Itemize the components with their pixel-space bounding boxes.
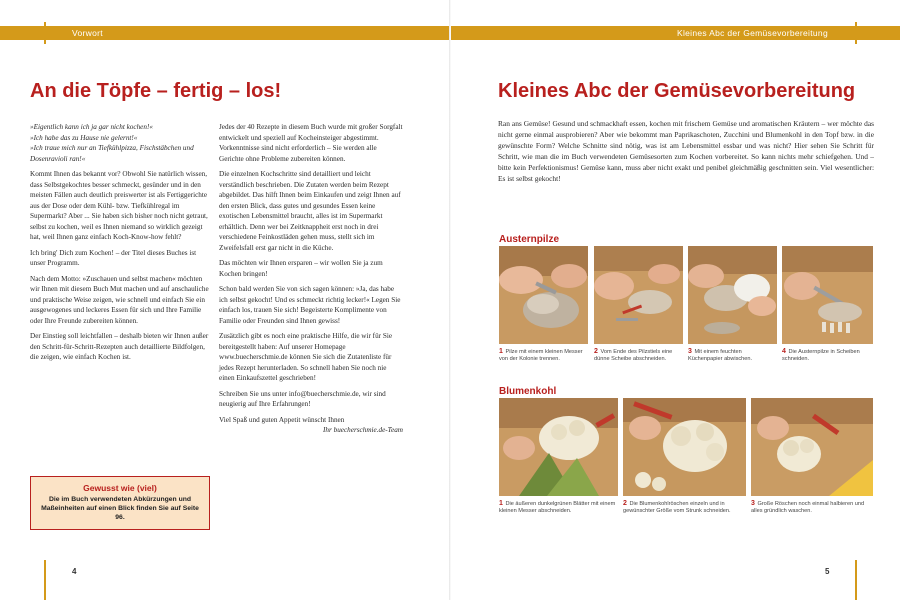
header-bar-left [0, 26, 450, 40]
paragraph: Schon bald werden Sie von sich sagen können: »Ja, das habe ich selbst gekocht! Und es schmeckt richtig lecker!« Legen Sie einfach los, trauen Sie sich! Begeisterte Komplimente von Familie oder Freunden sind Ihnen gewiss! [219, 285, 401, 325]
step-caption [782, 348, 872, 364]
paragraph: Das möchten wir Ihnen ersparen – wir wollen Sie ja zum Kochen bringen! [219, 259, 383, 278]
paragraph: »Ich habe das zu Hause nie gelernt!« [30, 133, 138, 142]
step-photo [499, 246, 588, 344]
step-photo [688, 246, 777, 344]
step-caption [499, 348, 587, 364]
running-head-left: Vorwort [72, 28, 103, 38]
paragraph: Ihr buecherschmie.de-Team [323, 426, 403, 434]
intro-paragraph: Ran ans Gemüse! Gesund und schmackhaft essen, kochen mit frischem Gemüse und aromatischen Kräutern – wer möchte das nicht gerne einmal ausprobieren? Aber wie bekommt man Paprikaschoten, Zucchini und Blumenkohl in den Topf bzw. in die gewünschte Form? Welche Schnitte sind nötig, was ist am Lebensmittel essbar und was nicht? Hier sehen Sie Schritt für Schritt, wie man die im Buch verwendeten Gemüsesorten zum Kochen vorbereitet. So kann nichts mehr schiefgehen. Und – bitte kein Perfektionismus! Gemüse kann, muss aber nicht exakt und penibel gleichmäßig geschnitten sein. Viel wesentlicher: Es ist selbst gekocht! [498, 119, 874, 183]
paragraph: »Ich traue mich nur an Tiefkühlpizza, Fischstäbchen und Dosenravioli ran!« [30, 144, 194, 163]
page-title-right: Kleines Abc der Gemüsevorbereitung [498, 80, 856, 102]
paragraph: Ich bring' Dich zum Kochen! – der Titel dieses Buches ist unser Programm. [30, 248, 197, 267]
paragraph: Schreiben Sie uns unter info@buecherschmie.de, wir sind neugierig auf Ihre Erfahrungen! [219, 389, 386, 408]
step-text: Die äußeren dunkelgrünen Blätter mit einem kleinen Messer abschneiden. [499, 501, 616, 515]
paragraph: Viel Spaß und guten Appetit wünscht Ihnen [219, 415, 345, 424]
section-title-blumenkohl: Blumenkohl [499, 386, 557, 397]
crop-mark [855, 22, 857, 44]
step-text: Die Austernpilze in Scheiben schneiden. [782, 349, 860, 363]
step-photo [594, 246, 683, 344]
step-caption [499, 500, 617, 516]
paragraph: »Eigentlich kann ich ja gar nicht kochen!« [30, 123, 153, 131]
step-caption [594, 348, 682, 364]
page-title-left: An die Töpfe – fertig – los! [30, 80, 282, 102]
info-box [30, 476, 210, 530]
step-caption [751, 500, 872, 516]
paragraph: Die einzelnen Kochschritte sind detailliert und leicht verständlich beschrieben. Die Zutaten werden beim Rezept abgebildet. Das hilft Ihnen beim Einkaufen und zeigt Ihnen auf den ersten Blick, dass gutes und gesundes Essen keine exotischen Lebensmittel braucht, alles ist im Supermarkt erhältlich. Denn wer bei Zeitknappheit erst noch in drei verschiedene Feinkostläden gehen muss, stellt sich im Zweifelsfall erst gar nicht in die Küche. [219, 170, 401, 252]
paragraph: Zusätzlich gibt es noch eine praktische Hilfe, die wir für Sie bereitgestellt haben: Auf unserer Homepage www.buecherschmie.de können Sie sich die Zutatenliste für jedes Rezept herunterladen. So schnell haben Sie noch nie einen Einkaufszettel geschrieben! [219, 332, 393, 382]
crop-mark [44, 560, 46, 600]
header-bar-right [450, 26, 900, 40]
step-number: 3 [751, 500, 755, 507]
step-photo [499, 398, 618, 496]
paragraph: Kommt Ihnen das bekannt vor? Obwohl Sie natürlich wissen, dass Selbstgekochtes besser schmeckt, gesünder und in den meisten Fällen auch deutlich preiswerter ist als Fertiggerichte aus der Dose oder dem Kühl- bzw. Tiefkühlregal im Supermarkt? Aber ... Sie haben sich bisher noch nicht getraut, selbst zu kochen, weil es Ihnen niemand so wirklich gezeigt hat, weil Ihnen ganz einfach Koch-Know-how fehlt? [30, 170, 208, 241]
step-number: 2 [623, 500, 627, 507]
step-caption [623, 500, 745, 516]
step-photo [623, 398, 746, 496]
crop-mark [44, 22, 46, 44]
step-number: 4 [782, 348, 786, 355]
paragraph: Der Einstieg soll leichtfallen – deshalb bieten wir Ihnen außer den Schritt-für-Schritt-Rezepten auch detaillierte Bildfolgen, die zeigen, wie einfach Kochen ist. [30, 332, 209, 361]
book-gutter [449, 0, 451, 600]
step-number: 2 [594, 348, 598, 355]
text-column-b [219, 122, 403, 441]
info-box-title: Gewusst wie (viel) [83, 483, 157, 493]
step-photo [782, 246, 873, 344]
step-text: Mit einem feuchten Küchenpapier abwischen. [688, 349, 753, 363]
step-text: Vom Ende des Pilzstiels eine dünne Scheibe abschneiden. [594, 349, 673, 363]
page-number-left: 4 [72, 567, 77, 576]
step-photo [751, 398, 873, 496]
text-column-a [30, 122, 212, 368]
info-box-text: Die im Buch verwendeten Abkürzungen und Maßeinheiten auf einen Blick finden Sie auf Seite 96. [41, 496, 199, 521]
step-text: Pilze mit einem kleinen Messer von der Kolonie trennen. [499, 349, 583, 363]
step-number: 3 [688, 348, 692, 355]
step-caption [688, 348, 776, 364]
running-head-right: Kleines Abc der Gemüsevorbereitung [676, 28, 828, 38]
step-number: 1 [499, 348, 503, 355]
paragraph: Jedes der 40 Rezepte in diesem Buch wurde mit großer Sorgfalt entwickelt und speziell auf Kocheinsteiger abgestimmt. Vorkenntnisse sind nicht erforderlich – Sie werden alle Gerichte ohne Probleme zubereiten können. [219, 123, 403, 163]
step-number: 1 [499, 500, 503, 507]
page-number-right: 5 [825, 567, 830, 576]
step-text: Große Röschen noch einmal halbieren und alles gründlich waschen. [751, 501, 865, 515]
crop-mark [855, 560, 857, 600]
step-text: Die Blumenkohlröschen einzeln und in gewünschter Größe vom Strunk schneiden. [623, 501, 731, 515]
paragraph: Nach dem Motto: »Zuschauen und selbst machen« möchten wir Ihnen mit diesem Buch Mut machen und auf anschauliche und praktische Weise zeigen, wie schnell und einfach Sie ein ausgewogenes und leckeres Essen für sich und Ihre Familie oder Ihre Freunde zubereiten können. [30, 274, 209, 325]
section-title-austernpilze: Austernpilze [499, 234, 560, 245]
